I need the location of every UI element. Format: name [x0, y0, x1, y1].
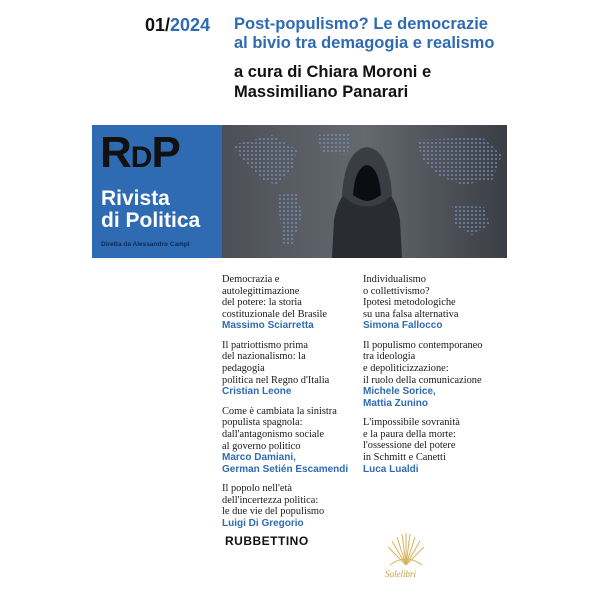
article-author: Cristian Leone: [222, 386, 292, 398]
article-entry: [363, 274, 503, 332]
publisher-name: RUBBETTINO: [225, 534, 309, 548]
article-author: Michele Sorice, Mattia Zunino: [363, 386, 436, 409]
article-entry: [222, 406, 350, 475]
article-title: Democrazia e autolegittimazione del potere: la storia costituzionale del Brasile: [222, 274, 328, 320]
article-entry: [222, 340, 350, 398]
article-title: Il popolo nell'età dell'incertezza politica: le due vie del populismo: [222, 483, 325, 518]
issue-editors: a cura di Chiara Moroni e Massimiliano Panarari: [234, 63, 432, 101]
article-title: L'impossibile sovranità e la paura della morte: l'ossessione del potere in Schmitt e Canetti: [363, 417, 460, 464]
issue-number: 01/2024: [145, 15, 211, 35]
article-title: Il populismo contemporaneo tra ideologia e depoliticizzazione: il ruolo della comunicazione: [363, 339, 483, 386]
article-entry: [222, 483, 350, 529]
article-title: Come è cambiata la sinistra populista spagnola: dall'antagonismo sociale al governo politico: [222, 405, 337, 452]
article-title: Il patriottismo prima del nazionalismo: la pedagogia politica nel Regno d'Italia: [222, 339, 330, 386]
article-author: Marco Damiani, German Setién Escamendi: [222, 452, 349, 475]
article-author: Massimo Sciarretta: [222, 320, 314, 332]
article-entry: [222, 274, 350, 332]
article-author: Luca Lualdi: [363, 463, 419, 475]
article-title: Individualismo o collettivismo? Ipotesi metodologiche su una falsa alternativa: [363, 274, 459, 320]
article-author: Luigi Di Gregorio: [222, 517, 304, 529]
articles-right-column: [363, 274, 503, 483]
issue-title: Post-populismo? Le democrazie al bivio tra demagogia e realismo: [234, 15, 495, 52]
rdp-logo: RDP: [100, 128, 180, 177]
imprint-name: Solelibri: [385, 569, 416, 579]
article-author: Simona Fallocco: [363, 320, 443, 332]
articles-left-column: [222, 274, 350, 537]
director-credit: Diretta da Alessandro Campi: [101, 241, 190, 248]
article-entry: [363, 340, 503, 409]
article-entry: [363, 417, 503, 475]
hooded-figure-world-map-image: [222, 125, 507, 258]
magazine-name: Rivista di Politica: [101, 187, 201, 232]
